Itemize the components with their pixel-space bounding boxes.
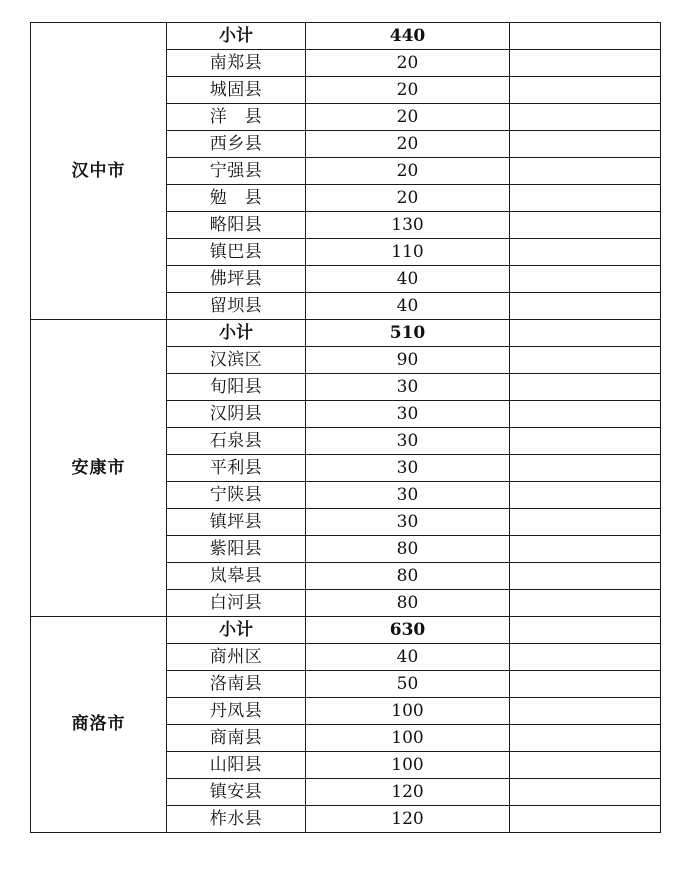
county-name-cell: 紫阳县 [167,536,306,563]
county-value-cell: 110 [306,239,510,266]
remark-cell [510,509,661,536]
remark-cell [510,563,661,590]
remark-cell [510,401,661,428]
county-name-cell: 南郑县 [167,50,306,77]
subtotal-value-cell: 510 [306,320,510,347]
county-name-cell: 洛南县 [167,671,306,698]
county-name-cell: 宁陕县 [167,482,306,509]
subtotal-value-cell: 440 [306,23,510,50]
county-value-cell: 20 [306,77,510,104]
county-value-cell: 20 [306,50,510,77]
county-name-cell: 商南县 [167,725,306,752]
county-name-cell: 西乡县 [167,131,306,158]
allocation-table-container [30,22,661,833]
county-value-cell: 50 [306,671,510,698]
county-value-cell: 20 [306,104,510,131]
subtotal-row [31,617,661,644]
county-value-cell: 30 [306,428,510,455]
county-value-cell: 130 [306,212,510,239]
county-value-cell: 30 [306,374,510,401]
county-name-cell: 城固县 [167,77,306,104]
county-name-cell: 汉阴县 [167,401,306,428]
county-value-cell: 30 [306,455,510,482]
remark-cell [510,536,661,563]
remark-cell [510,671,661,698]
remark-cell [510,725,661,752]
county-value-cell: 100 [306,725,510,752]
county-name-cell: 柞水县 [167,806,306,833]
city-name-cell: 汉中市 [31,23,167,320]
county-value-cell: 20 [306,158,510,185]
county-value-cell: 120 [306,779,510,806]
remark-cell [510,806,661,833]
county-name-cell: 旬阳县 [167,374,306,401]
county-name-cell: 白河县 [167,590,306,617]
county-value-cell: 40 [306,293,510,320]
subtotal-label-cell: 小计 [167,23,306,50]
county-name-cell: 佛坪县 [167,266,306,293]
remark-cell [510,77,661,104]
remark-cell [510,320,661,347]
county-value-cell: 80 [306,563,510,590]
remark-cell [510,644,661,671]
county-name-cell: 勉 县 [167,185,306,212]
remark-cell [510,104,661,131]
county-name-cell: 石泉县 [167,428,306,455]
remark-cell [510,212,661,239]
county-name-cell: 丹凤县 [167,698,306,725]
remark-cell [510,482,661,509]
subtotal-row [31,320,661,347]
county-name-cell: 汉滨区 [167,347,306,374]
county-value-cell: 80 [306,536,510,563]
remark-cell [510,158,661,185]
remark-cell [510,50,661,77]
subtotal-label-cell: 小计 [167,617,306,644]
county-name-cell: 略阳县 [167,212,306,239]
county-name-cell: 商州区 [167,644,306,671]
county-name-cell: 镇坪县 [167,509,306,536]
remark-cell [510,266,661,293]
county-value-cell: 80 [306,590,510,617]
subtotal-label-cell: 小计 [167,320,306,347]
county-value-cell: 30 [306,482,510,509]
remark-cell [510,239,661,266]
remark-cell [510,374,661,401]
remark-cell [510,779,661,806]
allocation-table [30,22,661,833]
remark-cell [510,752,661,779]
remark-cell [510,590,661,617]
county-name-cell: 镇安县 [167,779,306,806]
county-value-cell: 40 [306,266,510,293]
remark-cell [510,698,661,725]
county-value-cell: 20 [306,185,510,212]
remark-cell [510,131,661,158]
county-name-cell: 镇巴县 [167,239,306,266]
city-name-cell: 安康市 [31,320,167,617]
county-name-cell: 洋 县 [167,104,306,131]
remark-cell [510,617,661,644]
subtotal-value-cell: 630 [306,617,510,644]
allocation-table-body [31,23,661,833]
remark-cell [510,23,661,50]
remark-cell [510,347,661,374]
county-value-cell: 120 [306,806,510,833]
county-name-cell: 宁强县 [167,158,306,185]
county-value-cell: 90 [306,347,510,374]
county-name-cell: 山阳县 [167,752,306,779]
county-value-cell: 30 [306,509,510,536]
remark-cell [510,428,661,455]
county-name-cell: 留坝县 [167,293,306,320]
remark-cell [510,293,661,320]
county-value-cell: 100 [306,698,510,725]
remark-cell [510,185,661,212]
remark-cell [510,455,661,482]
county-value-cell: 100 [306,752,510,779]
county-value-cell: 30 [306,401,510,428]
county-value-cell: 40 [306,644,510,671]
subtotal-row [31,23,661,50]
county-name-cell: 平利县 [167,455,306,482]
county-value-cell: 20 [306,131,510,158]
city-name-cell: 商洛市 [31,617,167,833]
county-name-cell: 岚皋县 [167,563,306,590]
